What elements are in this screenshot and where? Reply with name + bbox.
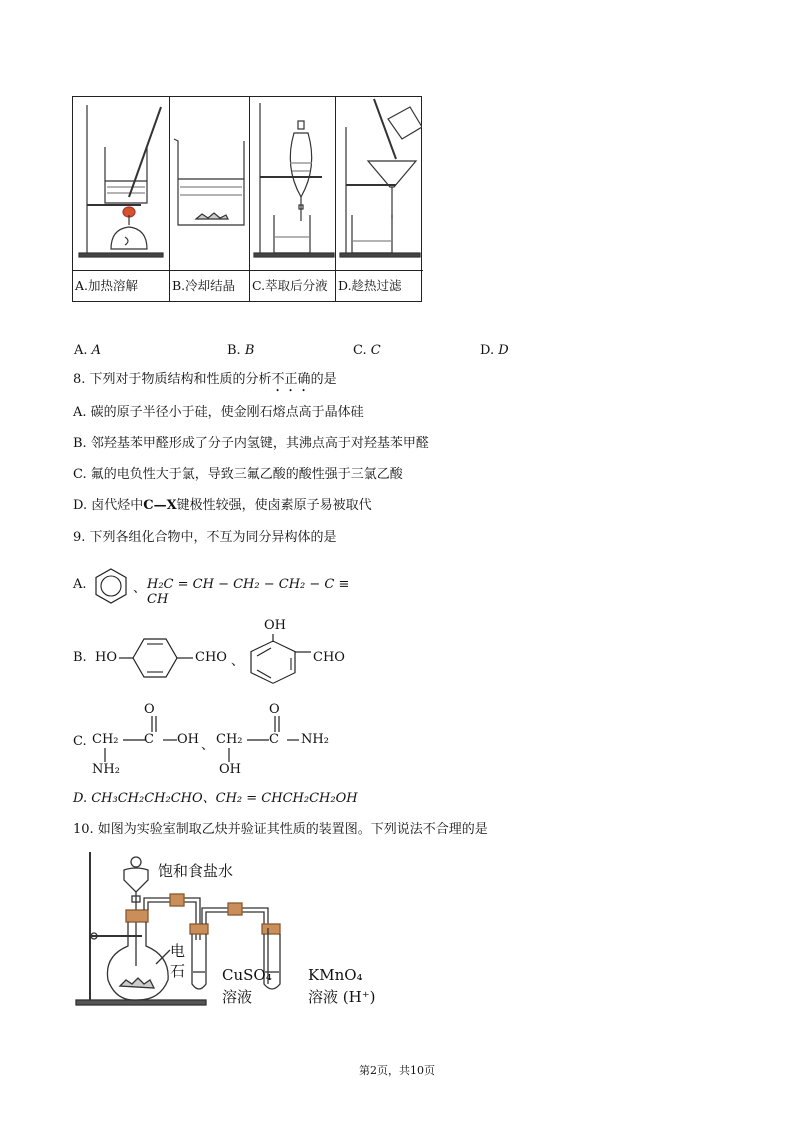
apparatus-table	[72, 96, 422, 302]
q7-option-c[interactable]: C. C	[353, 343, 381, 358]
q9-option-a[interactable]: A. 、 H₂C = CH − CH₂ − CH₂ − C ≡ CH	[73, 566, 373, 606]
apparatus-c-cell	[250, 97, 336, 301]
q7-option-d[interactable]: D. D	[480, 343, 509, 358]
label-cuso4-solution: 溶液	[222, 988, 253, 1006]
q7-option-b[interactable]: B. B	[227, 343, 255, 358]
benzene-ring	[91, 566, 131, 606]
apparatus-a-caption: A.加热溶解	[73, 270, 169, 301]
apparatus-d-caption: D.趁热过滤	[336, 270, 423, 301]
q8-option-b[interactable]: B. 邻羟基苯甲醛形成了分子内氢键，其沸点高于对羟基苯甲醛	[73, 436, 429, 451]
apparatus-b-caption: B.冷却结晶	[170, 270, 249, 301]
heating-dissolve-diagram	[73, 97, 169, 273]
apparatus-b-cell	[170, 97, 250, 301]
q7-option-a[interactable]: A. A	[74, 343, 102, 358]
q8-option-a[interactable]: A. 碳的原子半径小于硅，使金刚石熔点高于晶体硅	[73, 405, 364, 420]
cooling-crystallize-diagram	[170, 97, 250, 273]
hot-filtration-diagram	[336, 97, 422, 273]
q9-stem: 9. 下列各组化合物中，不互为同分异构体的是	[73, 530, 337, 545]
separatory-funnel-diagram	[250, 97, 336, 273]
apparatus-a-cell	[73, 97, 170, 301]
para-hydroxybenzaldehyde-ring	[119, 636, 199, 682]
q8-stem: 8. 下列对于物质结构和性质的分析不正确的是	[73, 372, 337, 387]
page-footer: 第2页，共10页	[359, 1064, 435, 1077]
label-kmno4-solution: 溶液 (H⁺)	[308, 988, 376, 1006]
acetylene-apparatus	[72, 848, 402, 1010]
apparatus-c-caption: C.萃取后分液	[250, 270, 335, 301]
label-carbide-2: 石	[170, 962, 186, 980]
apparatus-d-cell	[336, 97, 423, 301]
q8-emphasis: 不正确	[271, 372, 311, 387]
q8-option-c[interactable]: C. 氟的电负性大于氯，导致三氟乙酸的酸性强于三氯乙酸	[73, 467, 403, 482]
label-cuso4: CuSO₄	[222, 966, 272, 984]
label-carbide-1: 电	[170, 942, 186, 960]
q9-a-formula: H₂C = CH − CH₂ − CH₂ − C ≡ CH	[147, 577, 350, 607]
q9-option-d[interactable]: D. CH₃CH₂CH₂CHO、CH₂ = CHCH₂CH₂OH	[73, 791, 358, 806]
q10-stem: 10. 如图为实验室制取乙炔并验证其性质的装置图。下列说法不合理的是	[73, 822, 488, 837]
q8-option-d[interactable]: D. 卤代烃中C—X键极性较强，使卤素原子易被取代	[73, 498, 372, 513]
label-brine: 饱和食盐水	[158, 862, 234, 880]
q9-option-b[interactable]: B. HO CHO 、 OH CHO	[73, 622, 373, 686]
q9-option-c[interactable]: C. CH₂ C O OH NH₂ 、 CH₂ C O NH₂ OH	[73, 702, 373, 778]
label-kmno4: KMnO₄	[308, 966, 363, 984]
